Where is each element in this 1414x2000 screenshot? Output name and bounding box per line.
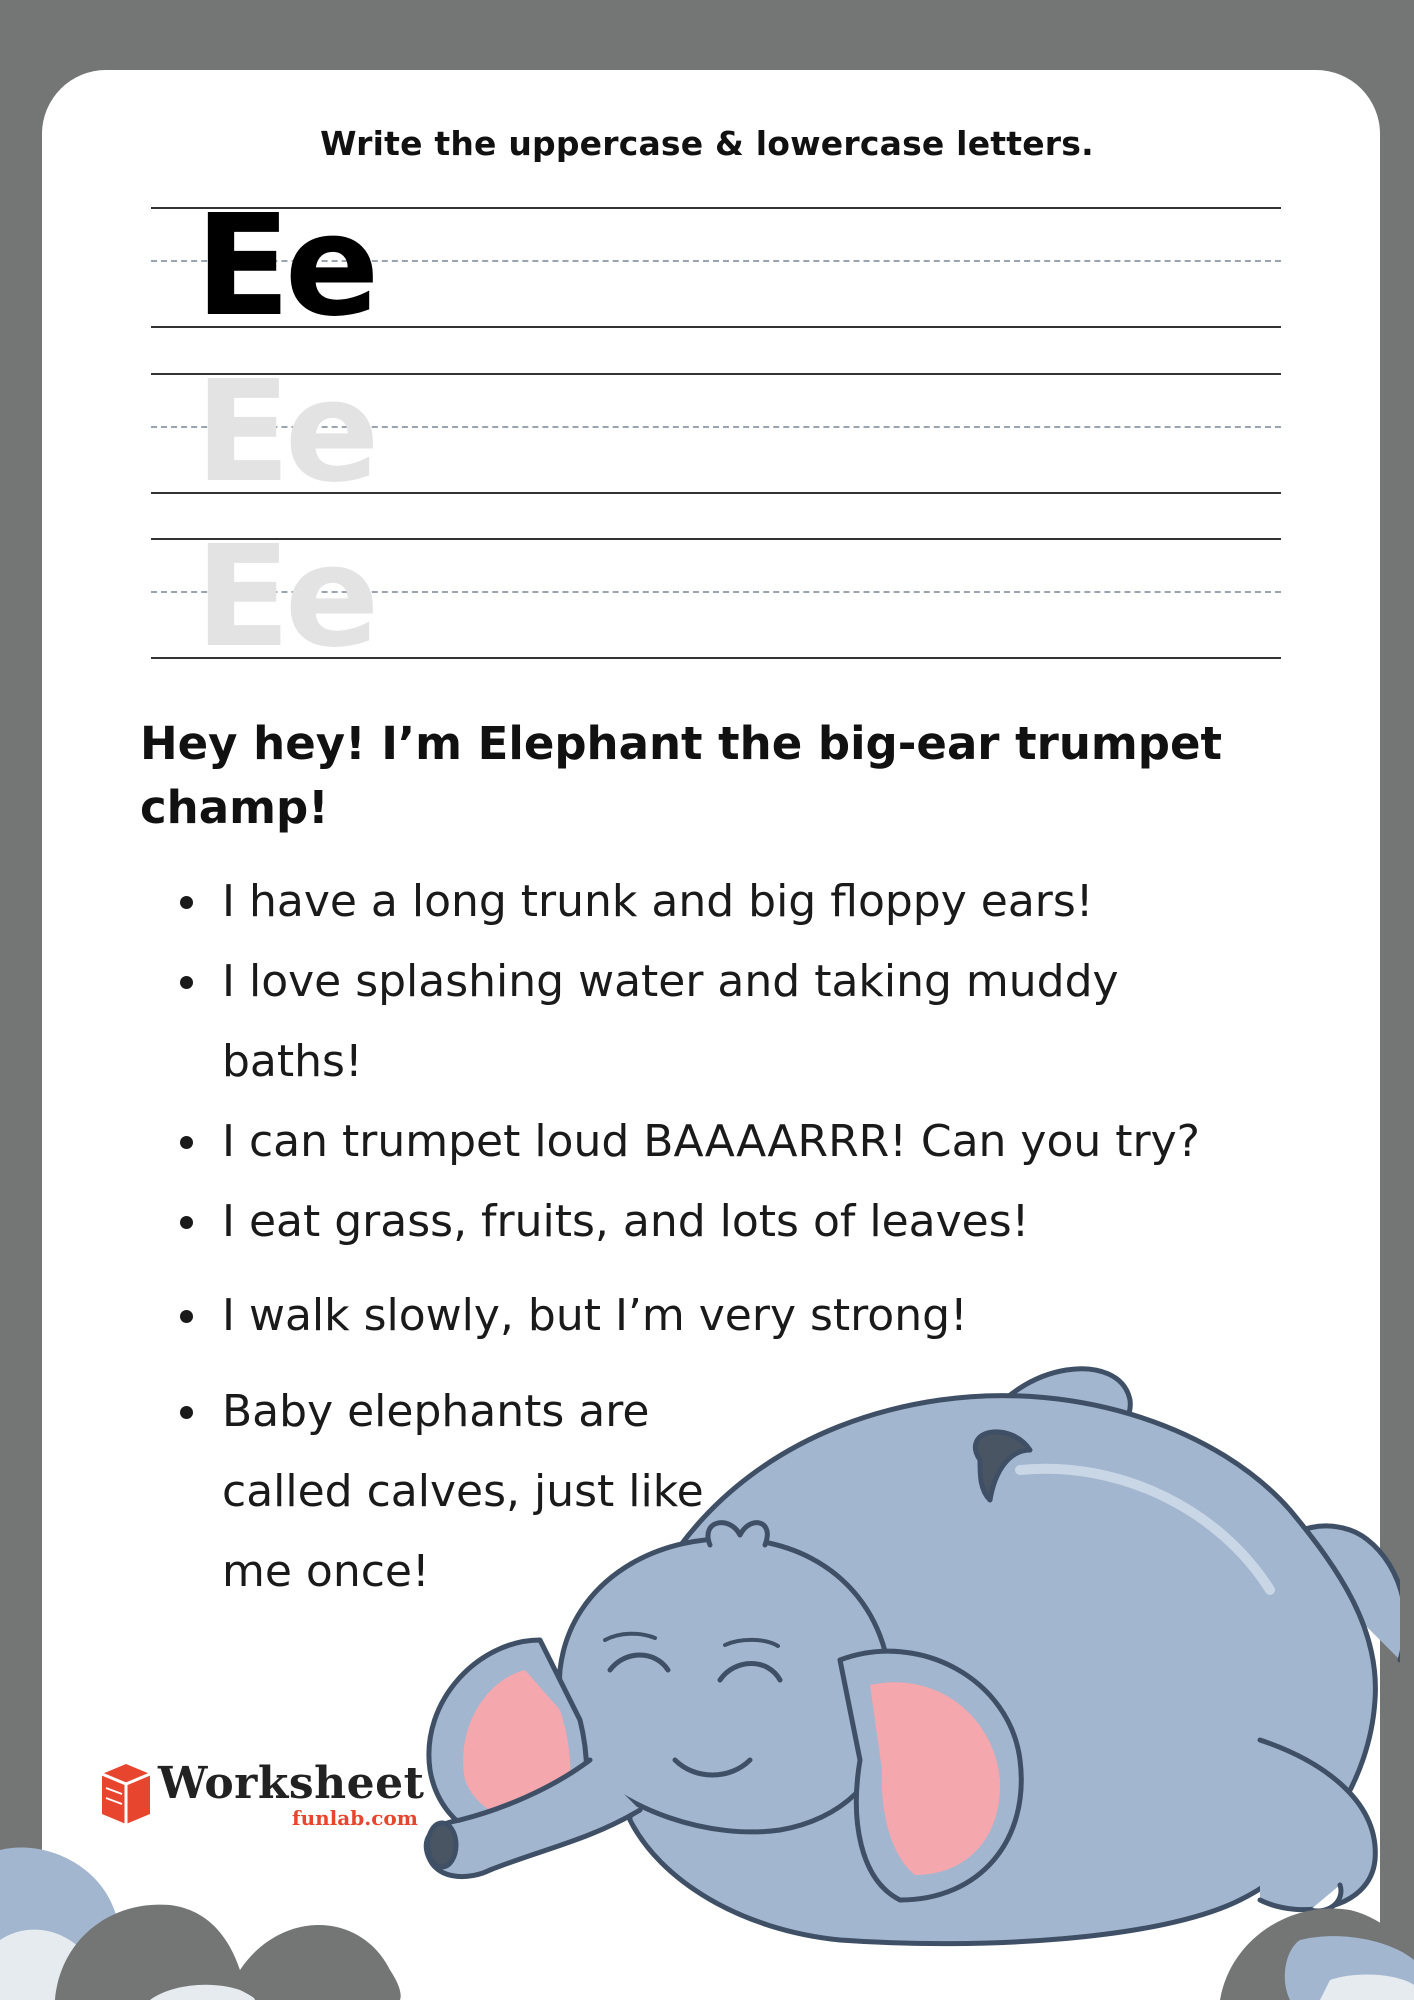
letter-pair: Ee: [195, 185, 374, 348]
tracing-letter-pair: Ee: [195, 351, 374, 514]
bullet-icon: [180, 1406, 193, 1419]
bullet-icon: [180, 1216, 193, 1229]
writing-row-trace-2[interactable]: [151, 516, 1281, 679]
fact-item: [140, 862, 1093, 942]
fact-line: I can trumpet loud BAAAARRR! Can you try?: [222, 1116, 1200, 1167]
fact-line: I have a long trunk and big floppy ears!: [222, 876, 1094, 927]
fact-item: [140, 1182, 1029, 1262]
writing-row-example: [151, 185, 1281, 348]
fact-line: called calves, just like: [222, 1466, 704, 1517]
books-icon: [96, 1756, 156, 1826]
bullet-icon: [180, 896, 193, 909]
fact-item: [140, 942, 1119, 1102]
elephant-heading: Hey hey! I’m Elephant the big-ear trumpet champ!: [140, 717, 1223, 834]
fact-line: me once!: [222, 1546, 430, 1597]
worksheet-funlab-logo: [96, 1756, 436, 1830]
cloud-decoration: [0, 1820, 1414, 2000]
fact-line: I walk slowly, but I’m very strong!: [222, 1290, 968, 1341]
tracing-letter-pair: Ee: [195, 516, 374, 679]
writing-row-trace-1[interactable]: [151, 351, 1281, 514]
bullet-icon: [180, 976, 193, 989]
fact-line: Baby elephants are: [222, 1386, 650, 1437]
fact-line: I eat grass, fruits, and lots of leaves!: [222, 1196, 1030, 1247]
instruction-text: Write the uppercase & lowercase letters.: [320, 124, 1094, 163]
fact-item: [140, 1102, 1200, 1182]
bullet-icon: [180, 1136, 193, 1149]
logo-domain: funlab.com: [292, 1806, 418, 1830]
fact-line: I love splashing water and taking muddy: [222, 956, 1119, 1007]
fact-line: baths!: [222, 1036, 363, 1087]
bullet-icon: [180, 1310, 193, 1323]
logo-wordmark: Worksheet: [158, 1758, 425, 1809]
